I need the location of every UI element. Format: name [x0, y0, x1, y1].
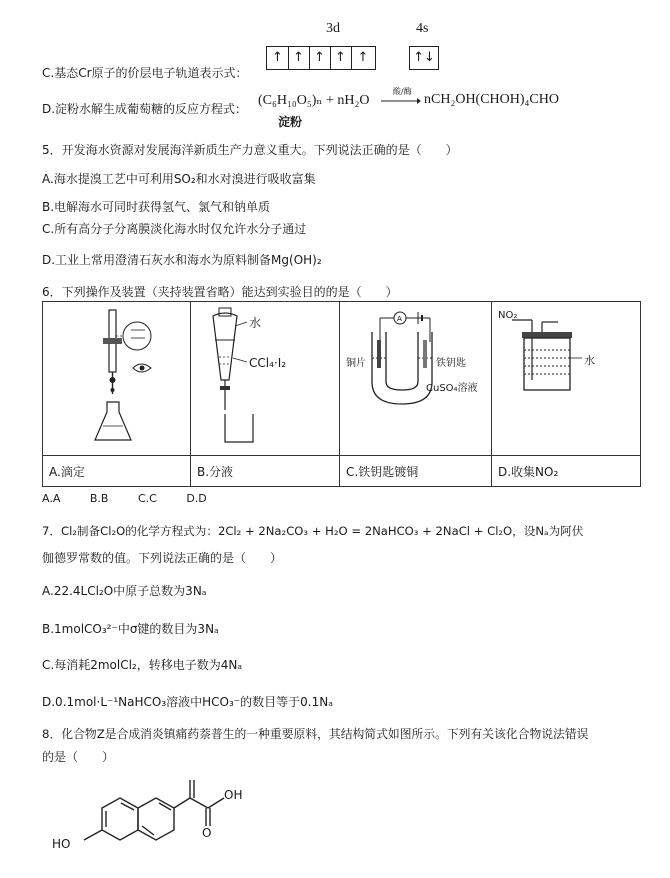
q4-d-product: nCH₂OH(CHOH)₄CHO — [424, 92, 559, 107]
label-copper: 铜片 — [346, 358, 366, 369]
orbital-3d-cell: ↑ — [309, 47, 331, 69]
q4-d-starch-label: 淀粉 — [278, 115, 303, 129]
q5-option-d: D.工业上常用澄清石灰水和海水为原料制备Mg(OH)₂ — [42, 253, 322, 267]
q7-stem-line2: 伽德罗常数的值。下列说法正确的是（ ） — [42, 551, 283, 565]
label-water-b: 水 — [249, 316, 262, 330]
q7-option-d: D.0.1mol·L⁻¹NaHCO₃溶液中HCO₃⁻的数目等于0.1Nₐ — [42, 695, 333, 709]
reaction-arrow-icon — [381, 97, 421, 105]
q5-stem: 5．开发海水资源对发展海洋新质生产力意义重大。下列说法正确的是（ ） — [42, 143, 458, 157]
caption-b: B.分液 — [191, 456, 340, 487]
caption-c: C.铁钥匙镀铜 — [340, 456, 492, 487]
caption-a: A.滴定 — [43, 456, 191, 487]
q6-choice-c: C.C — [137, 492, 157, 505]
orbital-3d-cell: ↑ — [267, 47, 289, 69]
label-iron-key: 铁钥匙 — [436, 358, 466, 369]
apparatus-a-cell — [43, 302, 191, 456]
label-ccl4-i2: CCl₄·I₂ — [249, 356, 287, 370]
q7-stem-line1: 7．Cl₂制备Cl₂O的化学方程式为：2Cl₂ + 2Na₂CO₃ + H₂O = 2NaHCO₃ + 2NaCl + Cl₂O，设Nₐ为阿伏 — [42, 524, 584, 538]
svg-text:A: A — [397, 315, 402, 323]
label-no2-gas: NO₂ — [498, 310, 518, 321]
q7-option-c: C.每消耗2molCl₂，转移电子数为4Nₐ — [42, 658, 243, 672]
q8-stem-line1: 8．化合物Z是合成消炎镇痛药萘普生的一种重要原料，其结构简式如图所示。下列有关该化合物说法错误 — [42, 727, 589, 741]
orbital-3d-label: 3d — [326, 21, 340, 36]
q6-stem: 6．下列操作及装置（夹持装置省略）能达到实验目的的是（ ） — [42, 285, 398, 299]
q6-choice-b: B.B — [89, 492, 109, 505]
orbital-4s-label: 4s — [416, 21, 429, 36]
q4-option-c: C.基态Cr原子的价层电子轨道表示式： — [42, 66, 248, 80]
apparatus-c-cell — [340, 302, 492, 456]
q8-stem-line2: 的是（ ） — [42, 750, 115, 764]
apparatus-b-cell — [191, 302, 340, 456]
struct-oh: OH — [224, 788, 243, 802]
caption-d: D.收集NO₂ — [492, 456, 641, 487]
apparatus-d-cell — [492, 302, 641, 456]
orbital-3d-cell: ↑ — [288, 47, 310, 69]
q5-option-c: C.所有高分子分离膜淡化海水时仅允许水分子通过 — [42, 222, 307, 236]
orbital-3d-box — [266, 46, 376, 70]
struct-o: O — [202, 826, 212, 840]
q4-option-d: D.淀粉水解生成葡萄糖的反应方程式： — [42, 102, 248, 116]
q7-option-b: B.1molCO₃²⁻中σ键的数目为3Nₐ — [42, 622, 219, 636]
q6-choice-d: D.D — [186, 492, 207, 505]
apparatus-table — [42, 301, 641, 487]
label-cuso4: CuSO₄溶液 — [426, 383, 478, 394]
orbital-4s-cell: ↑↓ — [413, 50, 435, 65]
q4-d-condition: 酸/酶 — [393, 87, 412, 96]
q6-choice-a: A.A — [42, 492, 61, 505]
q5-option-a: A.海水提溴工艺中可利用SO₂和水对溴进行吸收富集 — [42, 172, 316, 186]
electroplating-apparatus-icon — [340, 302, 491, 452]
q7-option-a: A.22.4LCl₂O中原子总数为3Nₐ — [42, 584, 207, 598]
struct-ho: HO — [52, 837, 71, 851]
gas-collection-apparatus-icon — [492, 302, 640, 452]
separatory-funnel-icon — [191, 302, 339, 452]
orbital-3d-cell: ↑ — [330, 47, 352, 69]
titration-apparatus-icon — [43, 302, 190, 452]
orbital-4s-box — [409, 46, 439, 70]
q6-choices — [42, 492, 207, 505]
q4-d-reactant: (C₆H₁₀O₅)ₙ + nH₂O — [258, 93, 370, 108]
naphthalene-structure-icon — [50, 778, 243, 870]
orbital-3d-cell: ↑ — [357, 50, 369, 65]
label-water-d: 水 — [584, 354, 595, 367]
q5-option-b: B.电解海水可同时获得氢气、氯气和钠单质 — [42, 200, 271, 214]
